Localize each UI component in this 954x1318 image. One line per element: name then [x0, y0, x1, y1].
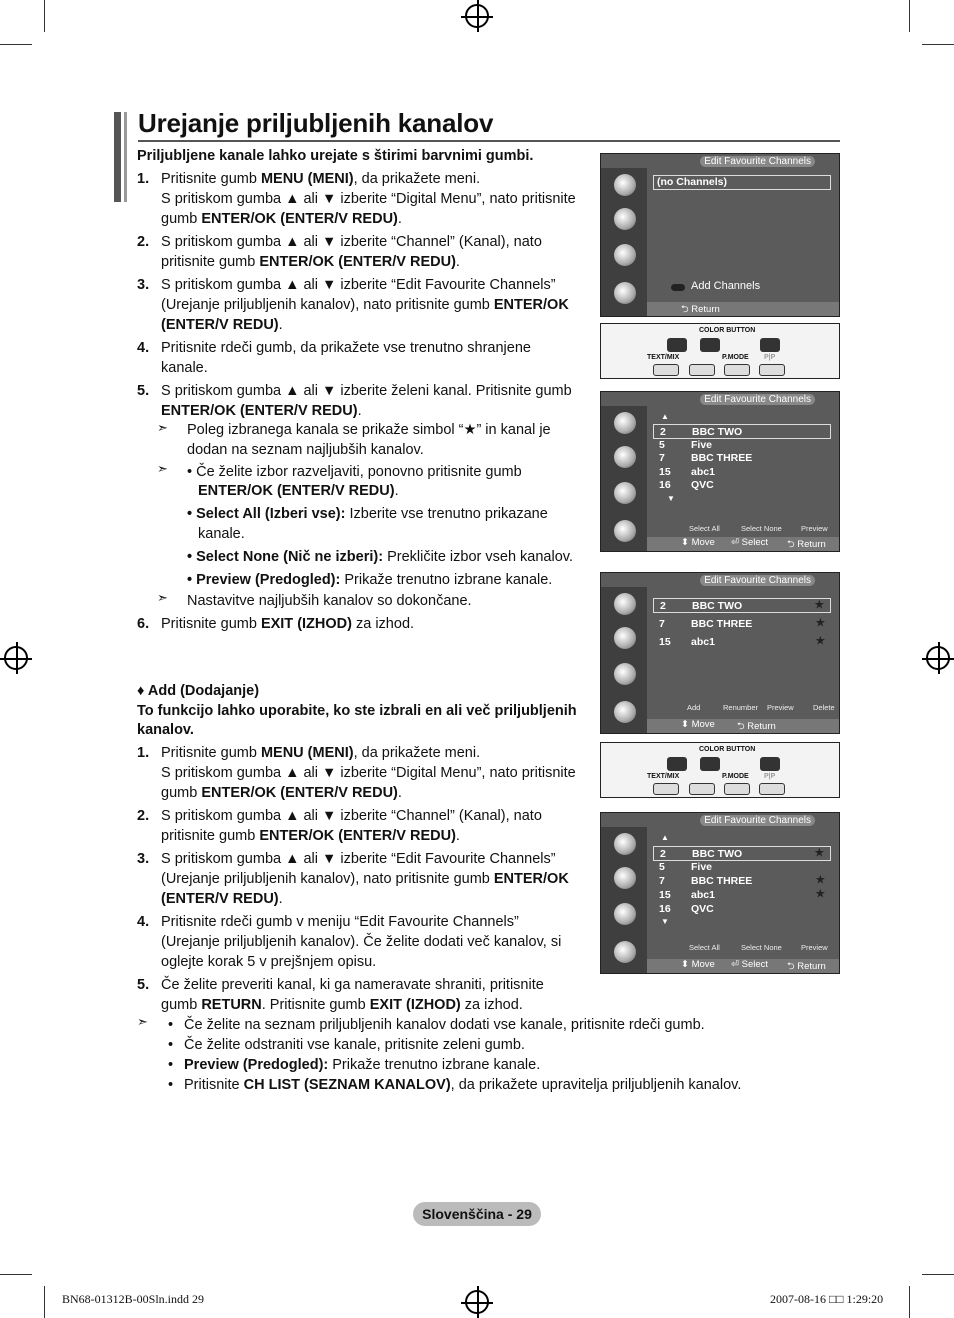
- setup-menu-icon: [614, 482, 636, 504]
- step-text: Pritisnite gumb MENU (MENI), da prikažete meni.: [161, 745, 481, 761]
- step-text: Pritisnite rdeči gumb, da prikažete vse trenutno shranjene: [161, 340, 531, 356]
- crop-mark: [922, 1274, 954, 1275]
- channel-name: BBC THREE: [691, 875, 753, 887]
- note-line: dodan na seznam najljubših kanalov.: [187, 442, 424, 458]
- note-line: ENTER/OK (ENTER/V REDU).: [198, 483, 399, 499]
- input-menu-icon: [614, 941, 636, 963]
- return-label: ⮌ Return: [681, 304, 720, 315]
- pmode-label: P.MODE: [722, 354, 749, 361]
- step-text: ENTER/OK (ENTER/V REDU).: [161, 403, 362, 419]
- crop-mark: [909, 0, 910, 32]
- return-label: ⮌ Return: [787, 961, 826, 972]
- add-channels-label: Add Channels: [691, 280, 761, 292]
- step-text: S pritiskom gumba ▲ ali ▼ izberite “Channel” (Kanal), nato: [161, 234, 542, 250]
- color-button-icon: [700, 338, 720, 352]
- registration-mark-icon: [465, 1290, 489, 1314]
- step-text: gumb ENTER/OK (ENTER/V REDU).: [161, 785, 402, 801]
- select-none-note: • Select None (Nič ne izberi): Prekličite izbor vseh kanalov.: [187, 549, 573, 565]
- note-arrow-icon: ➣: [157, 420, 168, 435]
- return-label: ⮌ Return: [737, 721, 776, 732]
- add-intro: kanalov.: [137, 722, 194, 738]
- favourite-star-icon: ★: [815, 635, 825, 647]
- page-title: Urejanje priljubljenih kanalov: [138, 108, 494, 138]
- setup-menu-icon: [614, 663, 636, 685]
- sound-menu-icon: [614, 867, 636, 889]
- step-number: 1.: [137, 171, 150, 187]
- scroll-up-icon: ▲: [661, 412, 669, 421]
- channel-name: Five: [691, 861, 713, 873]
- channel-number: 15: [659, 465, 671, 478]
- step-text: S pritiskom gumba ▲ ali ▼ izberite “Edit Favourite Channels”: [161, 277, 556, 293]
- step-text: (Urejanje priljubljenih kanalov). Če želite dodati več kanalov, si: [161, 934, 562, 950]
- channel-row: [653, 635, 831, 650]
- channel-number: 7: [659, 452, 665, 464]
- registration-mark-icon: [465, 4, 489, 28]
- channel-number: 15: [659, 636, 671, 648]
- remote-key-icon: [653, 783, 679, 795]
- step-text: Pritisnite gumb MENU (MENI), da prikažete meni.: [161, 171, 481, 187]
- step-number: 6.: [137, 616, 150, 632]
- bullet-item: Če želite odstraniti vse kanale, pritisnite zeleni gumb.: [184, 1037, 525, 1053]
- step-text: S pritiskom gumba ▲ ali ▼ izberite “Channel” (Kanal), nato: [161, 808, 542, 824]
- pip-label: P|P: [764, 773, 776, 780]
- channel-number: 16: [659, 903, 671, 915]
- title-bar-decoration: [124, 112, 127, 202]
- legend-item: Select None: [741, 943, 782, 952]
- channel-row: [653, 617, 831, 632]
- screen-header: Edit Favourite Channels: [700, 156, 815, 167]
- step-text: Pritisnite rdeči gumb v meniju “Edit Favourite Channels”: [161, 914, 519, 930]
- channel-number: 2: [660, 848, 666, 860]
- textmix-label: TEXT/MIX: [647, 773, 680, 780]
- note-arrow-icon: ➣: [137, 1014, 148, 1029]
- select-label: ⏎ Select: [731, 537, 769, 548]
- favourite-star-icon: ★: [815, 888, 825, 900]
- textmix-label: TEXT/MIX: [647, 354, 680, 361]
- select-all-note: kanale.: [198, 526, 245, 542]
- move-label: ⬍ Move: [681, 537, 715, 548]
- registration-mark-icon: [926, 646, 950, 670]
- color-button-icon: [667, 757, 687, 771]
- select-label: ⏎ Select: [731, 959, 769, 970]
- crop-mark: [0, 44, 32, 45]
- color-button-icon: [760, 338, 780, 352]
- picture-menu-icon: [614, 412, 636, 434]
- tv-screen-list-starred: [600, 812, 840, 974]
- red-button-icon: [671, 284, 685, 291]
- note-arrow-icon: ➣: [157, 590, 168, 605]
- channel-row: [653, 874, 831, 889]
- legend-item: Preview: [801, 524, 828, 533]
- channel-row: [653, 846, 831, 861]
- step-number: 4.: [137, 914, 150, 930]
- step-text: kanale.: [161, 360, 208, 376]
- channel-row: [653, 888, 831, 903]
- select-all-note: • Select All (Izberi vse): Izberite vse trenutno prikazane: [187, 506, 548, 522]
- step-text: pritisnite gumb ENTER/OK (ENTER/V REDU).: [161, 254, 460, 270]
- remote-key-icon: [689, 783, 715, 795]
- legend-item: Preview: [801, 943, 828, 952]
- note-arrow-icon: ➣: [157, 461, 168, 476]
- tv-screen-favourites: [600, 572, 840, 734]
- tv-screen-empty: [600, 153, 840, 317]
- color-button-label: COLOR BUTTON: [699, 327, 756, 334]
- color-button-icon: [667, 338, 687, 352]
- step-text: (Urejanje priljubljenih kanalov), nato pritisnite gumb ENTER/OK: [161, 871, 569, 887]
- title-underline: [138, 140, 840, 142]
- legend-item: Select All: [689, 943, 720, 952]
- channel-name: BBC THREE: [691, 617, 753, 630]
- note-line: • Če želite izbor razveljaviti, ponovno pritisnite gumb: [187, 464, 522, 480]
- preview-note: • Preview (Predogled): Prikaže trenutno izbrane kanale.: [187, 572, 553, 588]
- menu-sidebar: [601, 587, 647, 733]
- step-text: (ENTER/V REDU).: [161, 317, 283, 333]
- legend-item: Delete: [813, 703, 835, 712]
- step-text: S pritiskom gumba ▲ ali ▼ izberite želeni kanal. Pritisnite gumb: [161, 383, 572, 399]
- note-line: Nastavitve najljubših kanalov so dokončane.: [187, 593, 472, 609]
- menu-sidebar: [601, 406, 647, 551]
- scroll-down-icon: ▼: [661, 917, 669, 926]
- screen-footer: [647, 302, 839, 316]
- step-text: (ENTER/V REDU).: [161, 891, 283, 907]
- channel-name: abc1: [691, 889, 715, 901]
- step-number: 2.: [137, 234, 150, 250]
- setup-menu-icon: [614, 244, 636, 266]
- tv-screen-list: [600, 391, 840, 552]
- crop-mark: [44, 0, 45, 32]
- bullet-item: Pritisnite CH LIST (SEZNAM KANALOV), da prikažete upravitelja priljubljenih kanalov.: [184, 1077, 742, 1093]
- channel-name: BBC TWO: [692, 600, 743, 612]
- sound-menu-icon: [614, 446, 636, 468]
- intro-text: Priljubljene kanale lahko urejate s štirimi barvnimi gumbi.: [137, 148, 534, 164]
- bullet-marker: •: [168, 1017, 174, 1033]
- menu-sidebar: [601, 168, 647, 316]
- channel-number: 2: [660, 600, 666, 612]
- move-label: ⬍ Move: [681, 719, 715, 730]
- remote-key-icon: [759, 783, 785, 795]
- channel-row: (no Channels): [653, 175, 831, 190]
- screen-footer: [647, 959, 839, 973]
- bullet-item: Če želite na seznam priljubljenih kanalov dodati vse kanale, pritisnite rdeči gumb.: [184, 1017, 705, 1033]
- input-menu-icon: [614, 701, 636, 723]
- channel-number: 7: [659, 617, 665, 630]
- channel-row: [653, 860, 831, 875]
- step-text: Če želite preveriti kanal, ki ga nameravate shraniti, pritisnite: [161, 977, 544, 993]
- channel-number: 5: [659, 861, 665, 873]
- file-name: BN68-01312B-00Sln.indd 29: [62, 1292, 205, 1306]
- channel-name: QVC: [691, 479, 714, 491]
- bullet-item: Preview (Predogled): Prikaže trenutno izbrane kanale.: [184, 1057, 541, 1073]
- registration-mark-icon: [4, 646, 28, 670]
- channel-number: 7: [659, 875, 665, 887]
- return-label: ⮌ Return: [787, 539, 826, 550]
- screen-footer: [647, 719, 839, 733]
- remote-key-icon: [724, 783, 750, 795]
- favourite-star-icon: ★: [815, 874, 825, 886]
- picture-menu-icon: [614, 593, 636, 615]
- step-number: 3.: [137, 851, 150, 867]
- channel-row: [653, 902, 831, 917]
- step-number: 2.: [137, 808, 150, 824]
- legend-item: Select None: [741, 524, 782, 533]
- title-bar-decoration: [114, 112, 121, 202]
- step-text: gumb RETURN. Pritisnite gumb EXIT (IZHOD) za izhod.: [161, 997, 523, 1013]
- picture-menu-icon: [614, 174, 636, 196]
- step-text: gumb ENTER/OK (ENTER/V REDU).: [161, 211, 402, 227]
- channel-name: BBC TWO: [692, 426, 743, 438]
- sound-menu-icon: [614, 208, 636, 230]
- setup-menu-icon: [614, 903, 636, 925]
- channel-name: abc1: [691, 636, 715, 648]
- screen-header: Edit Favourite Channels: [700, 394, 815, 405]
- favourite-star-icon: ★: [814, 599, 824, 611]
- step-text: S pritiskom gumba ▲ ali ▼ izberite “Digital Menu”, nato pritisnite: [161, 765, 576, 781]
- note-line: Poleg izbranega kanala se prikaže simbol “★” in kanal je: [187, 422, 551, 438]
- input-menu-icon: [614, 520, 636, 542]
- channel-number: 15: [659, 889, 671, 901]
- channel-name: BBC THREE: [691, 452, 753, 464]
- step-number: 3.: [137, 277, 150, 293]
- channel-row: [653, 478, 831, 493]
- remote-key-icon: [724, 364, 750, 376]
- bullet-marker: •: [168, 1037, 174, 1053]
- step-text: S pritiskom gumba ▲ ali ▼ izberite “Edit Favourite Channels”: [161, 851, 556, 867]
- step-number: 5.: [137, 383, 150, 399]
- channel-name: Five: [691, 438, 713, 451]
- crop-mark: [922, 44, 954, 45]
- move-label: ⬍ Move: [681, 959, 715, 970]
- bullet-marker: •: [168, 1077, 174, 1093]
- screen-footer: [647, 537, 839, 551]
- screen-header: Edit Favourite Channels: [700, 575, 815, 586]
- bullet-marker: •: [168, 1057, 174, 1073]
- channel-row: [653, 598, 831, 613]
- picture-menu-icon: [614, 833, 636, 855]
- legend-item: Renumber: [723, 703, 759, 712]
- step-number: 1.: [137, 745, 150, 761]
- remote-key-icon: [689, 364, 715, 376]
- menu-sidebar: [601, 827, 647, 973]
- favourite-star-icon: ★: [814, 847, 824, 859]
- channel-name: abc1: [691, 465, 715, 478]
- add-heading: ♦ Add (Dodajanje): [137, 683, 260, 699]
- step-text: S pritiskom gumba ▲ ali ▼ izberite “Digital Menu”, nato pritisnite: [161, 191, 576, 207]
- legend-item: Select All: [689, 524, 720, 533]
- channel-name: BBC TWO: [692, 848, 743, 860]
- step-text: oglejte korak 5 v prejšnjem opisu.: [161, 954, 377, 970]
- scroll-down-icon: ▼: [667, 494, 675, 503]
- remote-key-icon: [759, 364, 785, 376]
- screen-header: Edit Favourite Channels: [700, 815, 815, 826]
- crop-mark: [44, 1286, 45, 1318]
- scroll-up-icon: ▲: [661, 833, 669, 842]
- page-number-badge: Slovenščina - 29: [413, 1202, 541, 1226]
- step-text: Pritisnite gumb EXIT (IZHOD) za izhod.: [161, 616, 415, 632]
- legend-item: Add: [687, 703, 701, 712]
- input-menu-icon: [614, 282, 636, 304]
- sound-menu-icon: [614, 627, 636, 649]
- color-button-icon: [760, 757, 780, 771]
- crop-mark: [0, 1274, 32, 1275]
- pmode-label: P.MODE: [722, 773, 749, 780]
- legend-item: Preview: [767, 703, 794, 712]
- color-button-icon: [700, 757, 720, 771]
- step-text: pritisnite gumb ENTER/OK (ENTER/V REDU).: [161, 828, 460, 844]
- favourite-star-icon: ★: [815, 616, 825, 629]
- channel-name: QVC: [691, 903, 714, 915]
- channel-number: 16: [659, 479, 671, 491]
- print-date: 2007-08-16 □□ 1:29:20: [770, 1292, 884, 1306]
- step-number: 5.: [137, 977, 150, 993]
- crop-mark: [909, 1286, 910, 1318]
- pip-label: P|P: [764, 354, 776, 361]
- channel-number: 5: [659, 438, 665, 451]
- channel-number: 2: [660, 426, 666, 438]
- add-intro: To funkcijo lahko uporabite, ko ste izbrali en ali več priljubljenih: [137, 703, 577, 719]
- step-text: (Urejanje priljubljenih kanalov), nato pritisnite gumb ENTER/OK: [161, 297, 569, 313]
- color-button-label: COLOR BUTTON: [699, 746, 756, 753]
- step-number: 4.: [137, 340, 150, 356]
- remote-key-icon: [653, 364, 679, 376]
- remote-control-panel: [600, 742, 840, 798]
- remote-control-panel: [600, 323, 840, 379]
